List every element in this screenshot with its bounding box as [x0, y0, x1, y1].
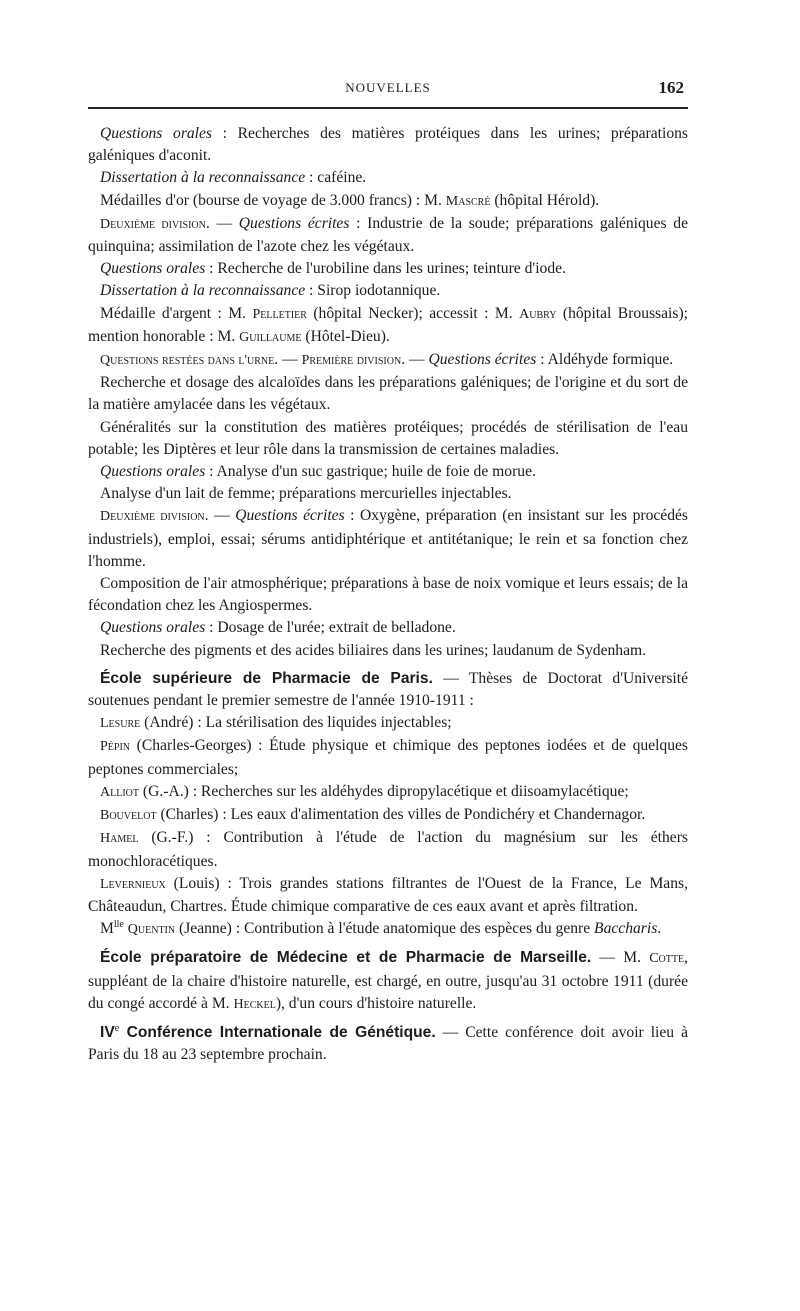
- text-run: lle: [113, 918, 124, 930]
- text-run: (hôpital Hérold).: [490, 191, 600, 209]
- text-run: Deuxième division: [100, 509, 205, 525]
- paragraph: [88, 617, 688, 639]
- text-run: — Cette conférence doit avoir lieu à Paris du 18 au 23 septembre prochain.: [88, 1023, 688, 1064]
- paragraph: [88, 505, 688, 573]
- text-run: Recherche et dosage des alcaloïdes dans les préparations galéniques; de l'origine et du sort de la matière amylacée dans les végétaux.: [88, 374, 688, 414]
- text-run: Médaille d'argent : M.: [100, 304, 253, 322]
- text-run: Médailles d'or (bourse de voyage de 3.000 francs) : M.: [100, 191, 446, 209]
- text-run: Questions orales: [100, 463, 206, 481]
- text-run: Mascré: [445, 193, 491, 209]
- section-heading: École supérieure de Pharmacie de Paris.: [100, 669, 433, 687]
- paragraph: [88, 372, 688, 416]
- text-run: Deuxième division: [100, 216, 206, 232]
- header-rule: [88, 107, 688, 109]
- text-run: Questions orales: [100, 125, 213, 142]
- paragraph: [88, 827, 688, 872]
- paragraph: [88, 461, 688, 483]
- section-heading: IV: [100, 1023, 115, 1041]
- text-run: . —: [204, 507, 236, 525]
- text-run: : Analyse d'un suc gastrique; huile de foie de morue.: [205, 463, 536, 481]
- text-run: — Thèses de Doctorat d'Université soutenues pendant le premier semestre de l'année 1910-1911 :: [88, 669, 688, 710]
- text-run: Guillaume: [239, 329, 302, 345]
- text-run: . —: [401, 351, 429, 369]
- text-run: M: [100, 920, 114, 938]
- page-number: 162: [658, 78, 684, 97]
- text-run: (hôpital Broussais); mention honorable : M.: [88, 304, 688, 345]
- text-run: : Sirop iodotannique.: [305, 282, 441, 300]
- text-run: Quentin: [127, 922, 176, 938]
- text-run: Questions écrites: [235, 507, 345, 525]
- text-run: Aubry: [519, 306, 557, 322]
- section-heading: Conférence Internationale de Génétique.: [119, 1023, 436, 1041]
- text-run: (Charles-Georges) : Étude physique et chimique des peptones iodées et de quelques peptones commerciales;: [88, 737, 688, 778]
- text-run: : Dosage de l'urée; extrait de belladone.: [205, 619, 456, 637]
- paragraph: [88, 280, 688, 302]
- text-run: Recherche des pigments et des acides biliaires dans les urines; laudanum de Sydenham.: [100, 641, 647, 659]
- paragraph: [88, 349, 688, 372]
- article-body: [88, 123, 688, 1066]
- paragraph: [88, 303, 688, 349]
- text-run: Baccharis: [594, 920, 658, 938]
- paragraph: [88, 947, 688, 1016]
- text-run: Bouvelot: [100, 808, 157, 824]
- text-run: Composition de l'air atmosphérique; préparations à base de noix vomique et leurs essais; de la fécondation chez les Angiospermes.: [88, 575, 688, 615]
- text-run: e: [114, 1022, 120, 1034]
- text-run: Hamel: [100, 831, 139, 847]
- paragraph: [88, 918, 688, 941]
- text-run: (G.-A.) : Recherches sur les aldéhydes dipropylacétique et diisoamylacétique;: [139, 782, 629, 800]
- paragraph: [88, 712, 688, 735]
- text-run: — M.: [591, 949, 650, 967]
- paragraph: [88, 668, 688, 712]
- text-run: . —: [205, 214, 239, 232]
- text-run: (André) : La stérilisation des liquides injectables;: [140, 714, 452, 732]
- paragraph: [88, 167, 688, 189]
- text-run: Analyse d'un lait de femme; préparations mercurielles injectables.: [100, 485, 512, 503]
- text-run: (Charles) : Les eaux d'alimentation des villes de Pondichéry et Chandernagor.: [156, 806, 646, 824]
- text-run: (hôpital Necker); accessit : M.: [306, 304, 520, 322]
- text-run: : Aldéhyde formique.: [536, 351, 674, 369]
- text-run: Questions restées dans l'urne: [100, 353, 275, 369]
- text-run: , suppléant de la chaire d'histoire naturelle, est chargé, en outre, jusqu'au 31 octobre 1911 (durée du congé accordé à M.: [88, 949, 688, 1012]
- text-run: : Recherches des matières protéiques dans les urines; préparations galéniques d'aconit.: [88, 125, 688, 165]
- text-run: Pelletier: [252, 306, 307, 322]
- text-run: Levernieux: [100, 876, 166, 892]
- paragraph: [88, 123, 688, 167]
- paragraph: [88, 258, 688, 280]
- text-run: Alliot: [100, 784, 139, 800]
- text-run: Questions écrites: [428, 351, 537, 369]
- paragraph: [88, 190, 688, 213]
- text-run: : Oxygène, préparation (en insistant sur les procédés industriels), emploi, essai; sérums antidiphtérique et antitétanique; le rein et sa fonction chez l'homme.: [88, 507, 688, 570]
- paragraph: [88, 573, 688, 617]
- text-run: Dissertation à la reconnaissance: [100, 169, 306, 187]
- text-run: Cotte: [649, 951, 685, 967]
- page-header: [88, 78, 688, 102]
- text-run: Généralités sur la constitution des matières protéiques; procédés de stérilisation de l'eau potable; les Diptères et leur rôle dans la transmission de certaines maladies.: [88, 418, 688, 458]
- paragraph: [88, 735, 688, 780]
- paragraph: [88, 873, 688, 918]
- text-run: (Louis) : Trois grandes stations filtrantes de l'Ouest de la France, Le Mans, Châteaudun, Chartres. Étude chimique comparative de ces eaux avant et après filtration.: [88, 874, 688, 915]
- paragraph: [88, 640, 688, 662]
- text-run: ), d'un cours d'histoire naturelle.: [275, 994, 477, 1012]
- text-run: : caféine.: [305, 169, 367, 187]
- text-run: .: [657, 920, 662, 938]
- text-run: . —: [274, 351, 302, 369]
- text-run: Lesure: [100, 716, 141, 732]
- text-run: (Jeanne) : Contribution à l'étude anatomique des espèces du genre: [175, 920, 595, 938]
- text-run: Questions écrites: [238, 214, 350, 232]
- text-run: : Recherche de l'urobiline dans les urines; teinture d'iode.: [205, 260, 566, 278]
- paragraph: [88, 781, 688, 804]
- paragraph: [88, 804, 688, 827]
- text-run: Questions orales: [100, 260, 206, 278]
- text-run: Heckel: [233, 996, 276, 1012]
- text-run: (Hôtel-Dieu).: [301, 327, 390, 345]
- text-run: Première division: [301, 353, 402, 369]
- text-run: Questions orales: [100, 619, 206, 637]
- text-run: (G.-F.) : Contribution à l'étude de l'action du magnésium sur les éthers monochloracétiques.: [88, 829, 688, 870]
- text-run: Dissertation à la reconnaissance: [100, 282, 306, 300]
- running-title: NOUVELLES: [345, 80, 431, 95]
- text-run: : Industrie de la soude; préparations galéniques de quinquina; assimilation de l'azote chez les végétaux.: [88, 214, 688, 256]
- paragraph: [88, 483, 688, 505]
- paragraph: [88, 417, 688, 461]
- text-run: Pépin: [100, 739, 131, 755]
- paragraph: [88, 1022, 688, 1066]
- paragraph: [88, 213, 688, 258]
- section-heading: École préparatoire de Médecine et de Pharmacie de Marseille.: [100, 949, 592, 967]
